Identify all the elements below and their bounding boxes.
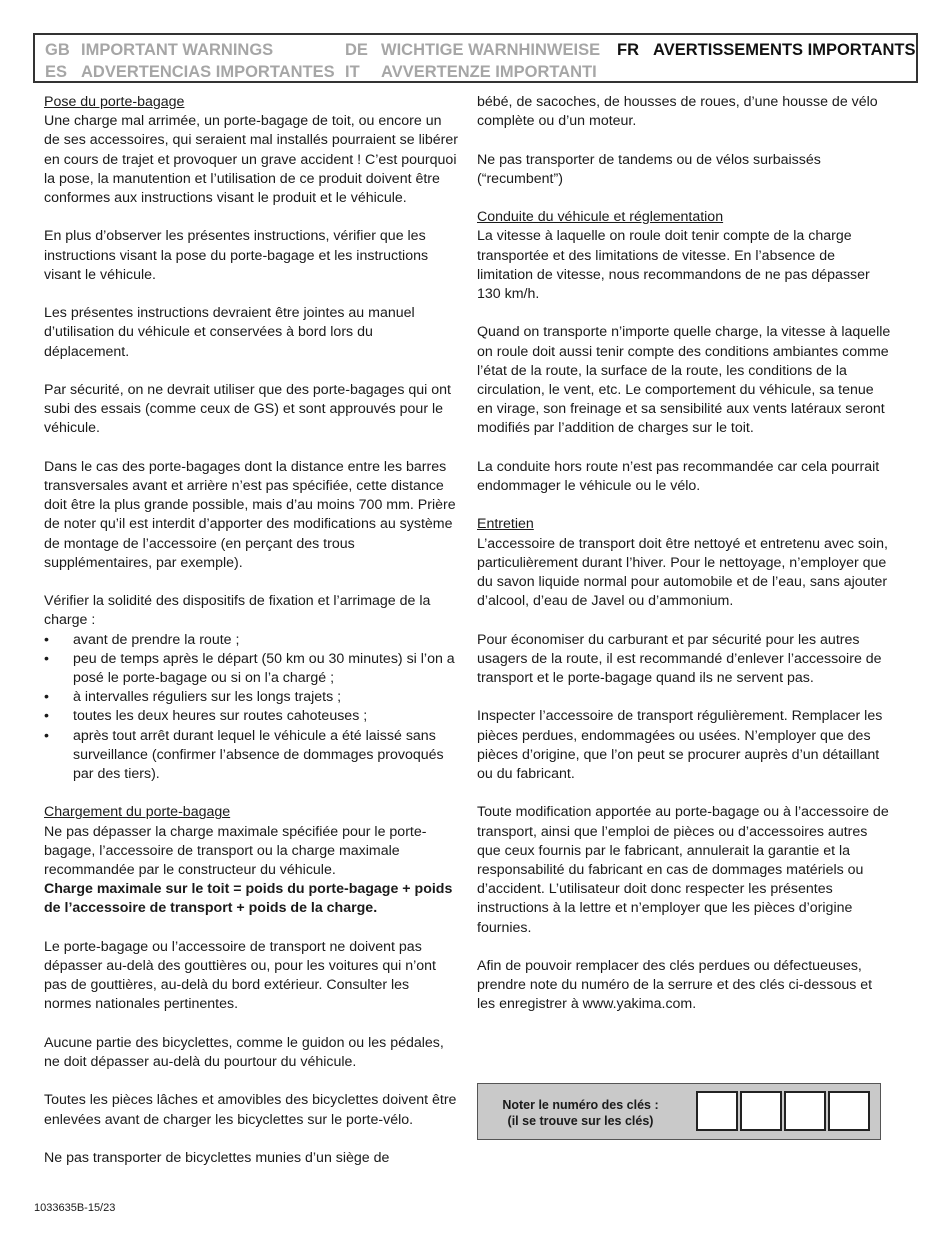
paragraph: L’accessoire de transport doit être nettoyé et entretenu avec soin, particulièrement durant l’hiver. Pour le nettoyage, n’employer que du savon liquide normal pour automobile et de l’eau, sans ajouter d’alcool, d’eau de Javel ou d’ammonium. bbox=[477, 535, 888, 610]
paragraph: La vitesse à laquelle on roule doit tenir compte de la charge transportée et des limitations de vitesse. En l’absence de limitation de vitesse, nous recommandons de ne pas dépasser 130 km/h. bbox=[477, 228, 870, 302]
section-title-pose: Pose du porte-bagage bbox=[44, 94, 185, 110]
lang-fr: FR AVERTISSEMENTS IMPORTANTS bbox=[617, 41, 916, 59]
paragraph: Toute modification apportée au porte-bagage ou à l’accessoire de transport, ainsi que l’emploi de pièces ou d’accessoires autres que ceux fournis par le fabricant, annulerait la garantie et la responsabilité du fabricant en cas de dommages matériels ou d’accident. L’utilisateur doit donc respecter les présentes instructions à la lettre et n’employer que les pièces d’origine fournies. bbox=[477, 804, 889, 936]
paragraph: Les présentes instructions devraient être jointes au manuel d’utilisation du véhicule et conservées à bord lors du déplacement. bbox=[44, 305, 415, 360]
lang-es: ES ADVERTENCIAS IMPORTANTES bbox=[45, 63, 335, 81]
list-item: • peu de temps après le départ (50 km ou 30 minutes) si l’on a posé le porte-bagage ou si on l’a chargé ; bbox=[44, 650, 459, 688]
paragraph: Quand on transporte n’importe quelle charge, la vitesse à laquelle on roule doit aussi tenir compte des conditions ambiantes comme l’état de la route, la surface de la route, les conditions de la circulation, le vent, etc. Le comportement du véhicule, sa tenue en virage, son freinage et sa sensibilité aux vents latéraux seront modifiés par l’addition de charges sur le toit. bbox=[477, 324, 891, 437]
paragraph: Le porte-bagage ou l’accessoire de transport ne doivent pas dépasser au-delà des gouttières ou, pour les voitures qui n’ont pas de gouttières, au-delà du bord extérieur. Consulter les normes nationales pertinentes. bbox=[44, 938, 436, 1013]
paragraph: Afin de pouvoir remplacer des clés perdues ou défectueuses, prendre note du numéro de la serrure et des clés ci-dessous et les enregistrer à www.yakima.com. bbox=[477, 958, 873, 1013]
section-title-chargement: Chargement du porte-bagage bbox=[44, 804, 231, 821]
section-title-conduite: Conduite du véhicule et réglementation bbox=[477, 209, 724, 226]
key-digit-cell[interactable] bbox=[696, 1091, 738, 1131]
list-item: • après tout arrêt durant lequel le véhicule a été laissé sans surveillance (confirmer l’absence de dommages provoqués par des tiers). bbox=[44, 727, 459, 785]
paragraph: Par sécurité, on ne devrait utiliser que des porte-bagages qui ont subi des essais (comme ceux de GS) et sont approuvés pour le véhicule. bbox=[44, 382, 451, 437]
list-item: • à intervalles réguliers sur les longs trajets ; bbox=[44, 688, 459, 707]
paragraph: Inspecter l’accessoire de transport régulièrement. Remplacer les pièces perdues, endommagées ou usées. N’employer que des pièces d’origine, que l’on peut se procurer auprès d’un détaillant ou du fabricant. bbox=[477, 708, 883, 782]
left-column bbox=[44, 93, 459, 1168]
check-list bbox=[44, 631, 459, 785]
key-digit-cell[interactable] bbox=[828, 1091, 870, 1131]
paragraph: Ne pas transporter de bicyclettes munies d’un siège de bbox=[44, 1150, 390, 1167]
paragraph: Ne pas transporter de tandems ou de vélos surbaissés (“recumbent”) bbox=[477, 151, 821, 187]
right-column bbox=[477, 93, 892, 1034]
key-number-label: Noter le numéro des clés : (il se trouve sur les clés) bbox=[502, 1098, 659, 1128]
language-header bbox=[33, 33, 918, 83]
section-title-entretien: Entretien bbox=[477, 516, 534, 533]
paragraph: Une charge mal arrimée, un porte-bagage de toit, ou encore un de ses accessoires, qui seraient mal installés pourraient se libérer en cours de trajet et provoquer un grave accident ! C’est pourquoi la pose, la manutention et l’utilisation de ce produit doivent être conformes aux instructions visant le produit et le véhicule. bbox=[44, 113, 459, 207]
paragraph: bébé, de sacoches, de housses de roues, d’une housse de vélo complète ou d’un moteur. bbox=[477, 94, 878, 130]
list-item: • avant de prendre la route ; bbox=[44, 631, 459, 650]
paragraph: Toutes les pièces lâches et amovibles des bicyclettes doivent être enlevées avant de charger les bicyclettes sur le porte-vélo. bbox=[44, 1092, 457, 1128]
paragraph: En plus d’observer les présentes instructions, vérifier que les instructions visant la pose du porte-bagage et les instructions visant le véhicule. bbox=[44, 228, 429, 283]
paragraph: Dans le cas des porte-bagages dont la distance entre les barres transversales avant et arrière n’est pas spécifiée, cette distance doit être la plus grande possible, mais d’au moins 700 mm. Prière de noter qu’il est interdit d’apporter des modifications au système de montage de l’accessoire (en perçant des trous supplémentaires, par exemple). bbox=[44, 458, 456, 571]
paragraph: Aucune partie des bicyclettes, comme le guidon ou les pédales, ne doit dépasser au-delà du pourtour du véhicule. bbox=[44, 1034, 444, 1071]
paragraph: Ne pas dépasser la charge maximale spécifiée pour le porte-bagage, l’accessoire de transport ou la charge maximale recommandée par le constructeur du véhicule. bbox=[44, 823, 427, 879]
paragraph-bold: Charge maximale sur le toit = poids du porte-bagage + poids de l’accessoire de transport + poids de la charge. bbox=[44, 881, 453, 917]
lang-it: IT AVVERTENZE IMPORTANTI bbox=[345, 63, 597, 81]
paragraph: Pour économiser du carburant et par sécurité pour les autres usagers de la route, il est recommandé d’enlever l’accessoire de transport et le porte-bagage quand ils ne servent pas. bbox=[477, 631, 882, 686]
key-digit-cell[interactable] bbox=[740, 1091, 782, 1131]
key-number-cells bbox=[694, 1091, 870, 1131]
lang-gb: GB IMPORTANT WARNINGS bbox=[45, 41, 274, 59]
list-item: • toutes les deux heures sur routes cahoteuses ; bbox=[44, 707, 459, 726]
lang-de: DE WICHTIGE WARNHINWEISE bbox=[345, 41, 601, 59]
paragraph: La conduite hors route n’est pas recommandée car cela pourrait endommager le véhicule ou le vélo. bbox=[477, 458, 880, 494]
paragraph: Vérifier la solidité des dispositifs de fixation et l’arrimage de la charge : bbox=[44, 593, 431, 629]
key-digit-cell[interactable] bbox=[784, 1091, 826, 1131]
key-number-box bbox=[477, 1083, 881, 1140]
document-code: 1033635B-15/23 bbox=[34, 1202, 116, 1214]
